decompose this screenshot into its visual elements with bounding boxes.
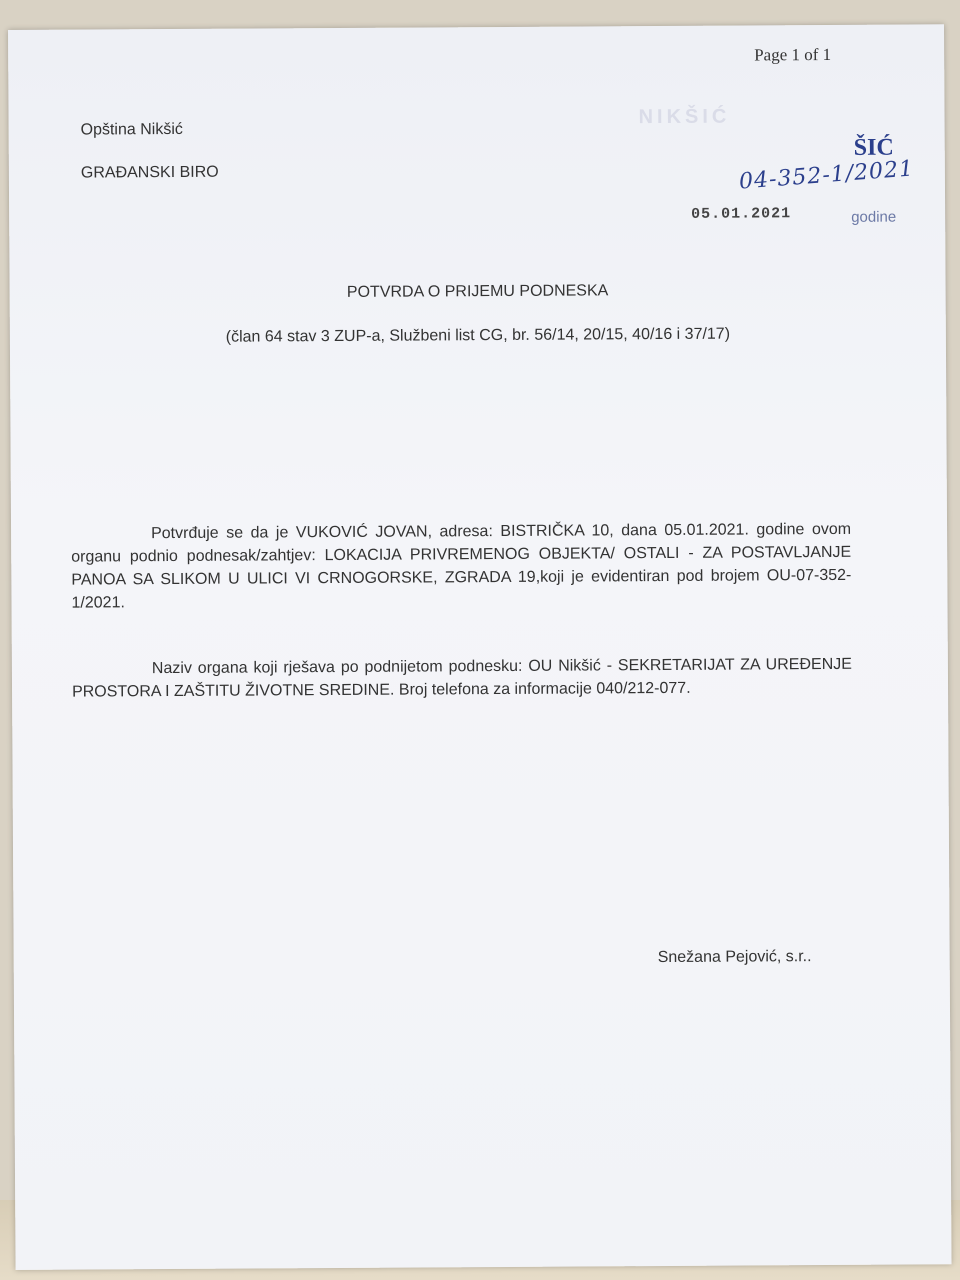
paragraph-confirmation: Potvrđuje se da je VUKOVIĆ JOVAN, adresa: BISTRIČKA 10, dana 05.01.2021. godine ovom organu podnio podnesak/zahtjev: LOKACIJA PRIVREMENOG OBJEKTA/ OSTALI - ZA POSTAVLJANJE PANOA SA SLIKOM U ULICI VI CRNOGORSKE, ZGRADA 19,koji je evidentiran pod brojem OU-07-352-1/2021. [71, 520, 852, 612]
document-title: POTVRDA O PRIJEMU PODNESKA [346, 282, 609, 301]
department-name: GRAĐANSKI BIRO [80, 163, 219, 182]
document-subtitle: (član 64 stav 3 ZUP-a, Službeni list CG, br. 56/14, 20/15, 40/16 i 37/17) [225, 325, 731, 346]
stamp-faded-text: NIKŠIĆ [638, 105, 731, 129]
page-number: Page 1 of 1 [754, 44, 832, 65]
stamp-registry-number: 04-352-1/2021 [738, 156, 915, 195]
stamp-suffix: godine [851, 208, 897, 226]
stamp-date: 05.01.2021 [691, 205, 792, 223]
registry-stamp [598, 104, 919, 236]
municipality-name: Opština Nikšić [80, 120, 183, 139]
document-page [8, 24, 952, 1270]
stamp-name-fragment: ŠIĆ [853, 134, 894, 161]
paragraph-authority: Naziv organa koji rješava po podnijetom podnesku: OU Nikšić - SEKRETARIJAT ZA UREĐENJE PROSTORA I ZAŠTITU ŽIVOTNE SREDINE. Broj telefona za informacije 040/212-077. [71, 655, 852, 701]
signature: Snežana Pejović, s.r.. [657, 948, 812, 967]
